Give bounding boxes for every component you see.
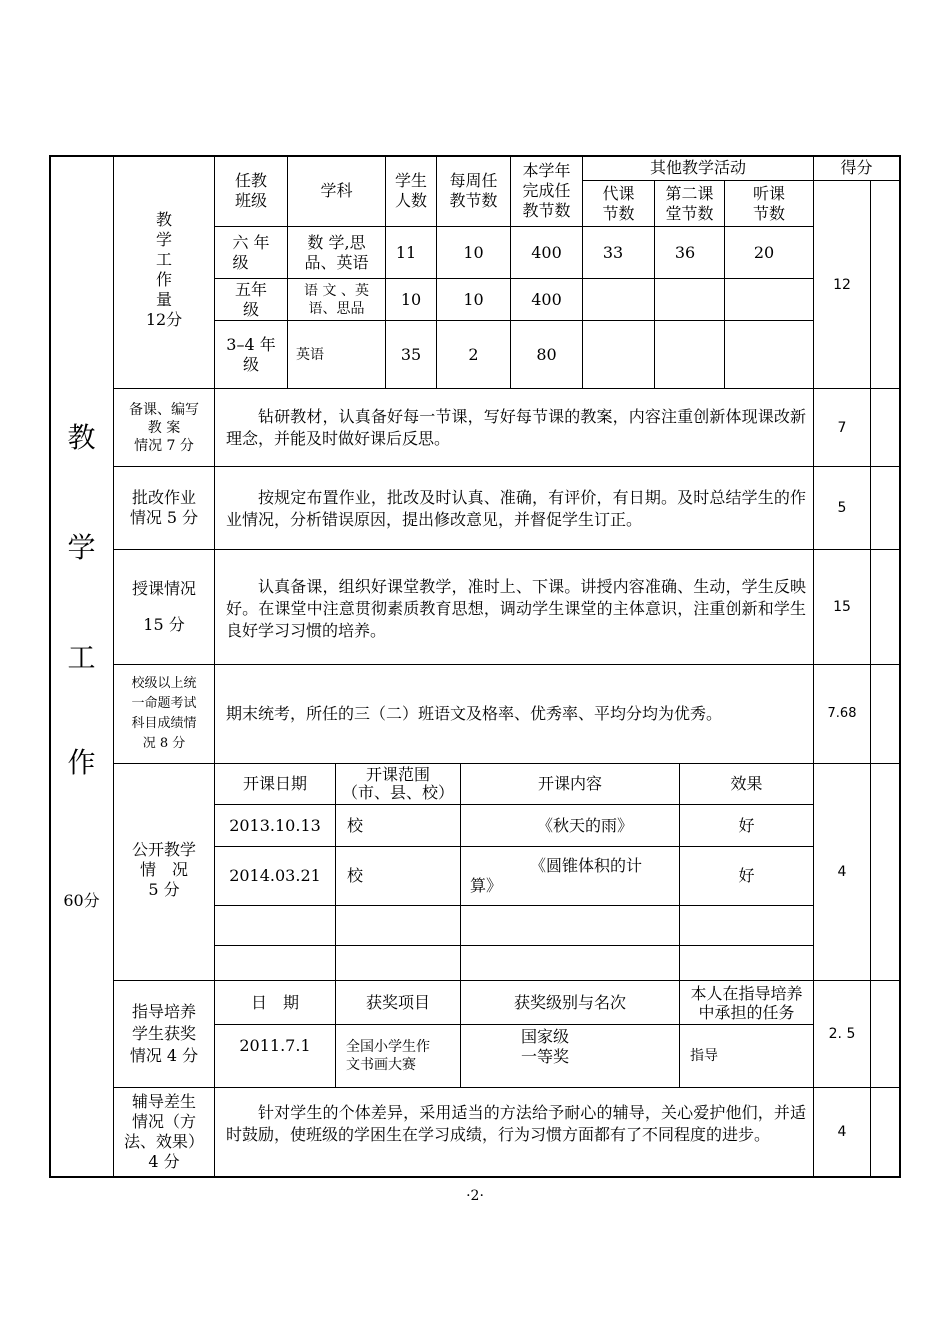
open-row2-scope: 校 bbox=[347, 866, 364, 885]
row-line bbox=[113, 549, 899, 550]
workload-label: 教 学 工 作 量 12分 bbox=[145, 210, 183, 329]
row2-weekly: 10 bbox=[463, 289, 484, 309]
awards-header-role: 本人在指导培养 中承担的任务 bbox=[690, 983, 803, 1022]
open-row2-content: 《圆锥体积的计 算》 bbox=[470, 856, 643, 895]
row3-subject: 英语 bbox=[296, 346, 324, 363]
row2-students: 10 bbox=[400, 289, 422, 309]
row-line bbox=[113, 664, 899, 665]
row1-second: 36 bbox=[674, 242, 696, 262]
table-right-border bbox=[899, 155, 901, 1177]
row1-annual: 400 bbox=[531, 242, 562, 262]
row-line bbox=[214, 945, 813, 946]
open-row2-effect: 好 bbox=[738, 866, 755, 885]
awards-header-item: 获奖项目 bbox=[365, 992, 430, 1012]
open-row2-date: 2014.03.21 bbox=[229, 866, 321, 885]
awards-row-level: 国家级 一等奖 bbox=[520, 1027, 569, 1066]
row1-subject: 数 学,思 品、英语 bbox=[304, 232, 369, 272]
awards-header-date: 日 期 bbox=[250, 992, 299, 1012]
row3-weekly: 2 bbox=[468, 344, 479, 364]
teaching-label: 授课情况 15 分 bbox=[131, 579, 196, 634]
open-row1-content: 《秋天的雨》 bbox=[536, 815, 633, 835]
header-second-class: 第二课 堂节数 bbox=[665, 183, 714, 223]
row3-annual: 80 bbox=[536, 344, 557, 364]
row1-substitute: 33 bbox=[602, 242, 624, 262]
awards-score: 2. 5 bbox=[828, 1026, 856, 1042]
homework-score: 5 bbox=[837, 500, 847, 516]
tutor-score: 4 bbox=[837, 1124, 847, 1140]
awards-label: 指导培养 学生获奖 情况 4 分 bbox=[129, 1002, 199, 1065]
row2-subject: 语 文 、英 语、思品 bbox=[304, 282, 369, 317]
page-number: ·2· bbox=[466, 1188, 484, 1204]
prep-score: 7 bbox=[837, 419, 847, 436]
row-line bbox=[214, 905, 813, 906]
exam-text: 期末统考，所任的三（二）班语文及格率、优秀率、平均分均为优秀。 bbox=[226, 704, 723, 723]
row1-class: 六 年 级 bbox=[232, 232, 270, 272]
exam-label: 校级以上统 一命题考试 科目成绩情 况 8 分 bbox=[131, 676, 197, 751]
awards-header-level: 获奖级别与名次 bbox=[513, 992, 626, 1012]
homework-text: 按规定布置作业，批改及时认真、准确，有评价，有日期。及时总结学生的作业情况，分析错误原因，提出修改意见，并督促学生订正。 bbox=[226, 488, 806, 529]
open-header-scope: 开课范围 （市、县、校） bbox=[341, 765, 454, 802]
header-subject: 学科 bbox=[320, 181, 353, 200]
workload-score: 12 bbox=[833, 276, 851, 293]
awards-row-role: 指导 bbox=[690, 1048, 718, 1064]
header-score: 得分 bbox=[840, 158, 873, 177]
open-class-label: 公开教学 情 况 5 分 bbox=[131, 840, 196, 899]
header-weekly: 每周任 教节数 bbox=[449, 171, 498, 210]
row-line bbox=[113, 1087, 899, 1088]
header-students: 学生 人数 bbox=[394, 171, 427, 210]
section-total: 60分 bbox=[63, 891, 100, 910]
col-line bbox=[870, 180, 871, 1176]
homework-label: 批改作业 情况 5 分 bbox=[129, 488, 199, 527]
header-class: 任教 班级 bbox=[234, 171, 267, 210]
row1-students: 11 bbox=[395, 242, 417, 262]
open-class-score: 4 bbox=[837, 864, 847, 880]
tutor-text: 针对学生的个体差异，采用适当的方法给予耐心的辅导，关心爱护他们，并适时鼓励，使班级的学困生在学习成绩，行为习惯方面都有了不同程度的进步。 bbox=[226, 1103, 806, 1144]
exam-score: 7.68 bbox=[827, 706, 857, 721]
row3-class: 3–4 年 级 bbox=[226, 334, 276, 374]
row2-annual: 400 bbox=[531, 289, 562, 309]
section-title-char: 工 bbox=[67, 641, 96, 674]
open-row1-effect: 好 bbox=[738, 815, 755, 835]
row1-listen: 20 bbox=[753, 242, 775, 262]
section-title-char: 作 bbox=[67, 746, 96, 779]
row-line bbox=[113, 388, 899, 389]
row2-class: 五年 级 bbox=[234, 279, 267, 319]
awards-row-date: 2011.7.1 bbox=[239, 1036, 311, 1055]
table-bottom-border bbox=[49, 1176, 901, 1178]
awards-row-item: 全国小学生作 文书画大赛 bbox=[346, 1039, 430, 1073]
section-title-char: 教 bbox=[67, 421, 96, 454]
open-row1-scope: 校 bbox=[347, 815, 364, 835]
header-annual: 本学年 完成任 教节数 bbox=[522, 161, 571, 220]
row-line bbox=[113, 466, 899, 467]
header-listen: 听课 节数 bbox=[752, 183, 785, 223]
section-title-char: 学 bbox=[67, 531, 96, 564]
open-header-effect: 效果 bbox=[730, 774, 763, 793]
header-substitute: 代课 节数 bbox=[602, 183, 635, 223]
header-other-activities: 其他教学活动 bbox=[649, 158, 746, 177]
row1-weekly: 10 bbox=[463, 242, 484, 262]
prep-text: 钻研教材，认真备好每一节课，写好每节课的教案，内容注重创新体现课改新理念，并能及时做好课后反思。 bbox=[226, 407, 806, 448]
teaching-score: 15 bbox=[833, 599, 851, 615]
open-row1-date: 2013.10.13 bbox=[229, 815, 321, 835]
prep-label: 备课、编写 教 案 情况 7 分 bbox=[129, 401, 199, 454]
tutor-label: 辅导差生 情况（方 法、效果） 4 分 bbox=[123, 1092, 204, 1171]
open-header-date: 开课日期 bbox=[242, 774, 307, 793]
row3-students: 35 bbox=[400, 344, 422, 364]
open-header-content: 开课内容 bbox=[537, 774, 602, 793]
teaching-text: 认真备课，组织好课堂教学，准时上、下课。讲授内容准确、生动，学生反映好。在课堂中注意贯彻素质教育思想，调动学生课堂的主体意识，注重创新和学生良好学习习惯的培养。 bbox=[226, 577, 806, 640]
